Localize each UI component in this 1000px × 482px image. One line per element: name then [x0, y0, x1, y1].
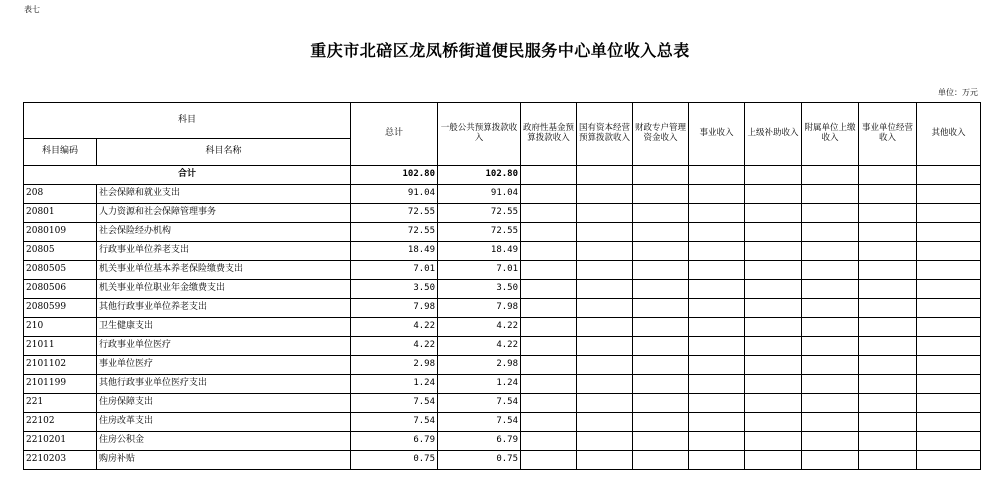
- income-summary-table: [23, 102, 981, 470]
- empty-cell: [917, 337, 981, 356]
- empty-cell: [521, 185, 577, 204]
- empty-cell: [802, 337, 859, 356]
- empty-cell: [521, 261, 577, 280]
- total-cell: 0.75: [351, 451, 438, 470]
- state-capital-header: 国有资本经营预算拨款收入: [577, 103, 633, 166]
- empty-cell: [577, 318, 633, 337]
- subject-code: 2101199: [24, 375, 97, 394]
- empty-cell: [689, 356, 745, 375]
- subject-name: 其他行政事业单位养老支出: [97, 299, 351, 318]
- empty-cell: [859, 280, 917, 299]
- general-budget-cell: 7.01: [438, 261, 521, 280]
- general-budget-cell: 7.54: [438, 413, 521, 432]
- empty-cell: [633, 413, 689, 432]
- empty-cell: [633, 432, 689, 451]
- total-value: 102.80: [351, 166, 438, 185]
- empty-cell: [521, 356, 577, 375]
- empty-cell: [689, 223, 745, 242]
- total-cell: 91.04: [351, 185, 438, 204]
- total-label: 合计: [24, 166, 351, 185]
- empty-cell: [859, 375, 917, 394]
- subject-name: 事业单位医疗: [97, 356, 351, 375]
- empty-cell: [689, 204, 745, 223]
- subject-code: 21011: [24, 337, 97, 356]
- empty-cell: [802, 394, 859, 413]
- subject-name: 住房保障支出: [97, 394, 351, 413]
- code-header: 科目编码: [24, 139, 97, 166]
- subject-name: 机关事业单位职业年金缴费支出: [97, 280, 351, 299]
- table-row: [24, 223, 981, 242]
- empty-cell: [689, 337, 745, 356]
- empty-cell: [689, 413, 745, 432]
- empty-cell: [917, 375, 981, 394]
- empty-cell: [917, 451, 981, 470]
- empty-cell: [633, 394, 689, 413]
- empty-cell: [917, 185, 981, 204]
- empty-cell: [745, 356, 802, 375]
- empty-cell: [633, 242, 689, 261]
- table-row: [24, 356, 981, 375]
- empty-cell: [521, 318, 577, 337]
- subject-name: 购房补贴: [97, 451, 351, 470]
- empty-cell: [521, 432, 577, 451]
- total-cell: 7.98: [351, 299, 438, 318]
- empty-cell: [689, 394, 745, 413]
- subject-code: 208: [24, 185, 97, 204]
- empty-cell: [802, 204, 859, 223]
- subject-code: 2080506: [24, 280, 97, 299]
- empty-cell: [917, 204, 981, 223]
- subject-code: 2080109: [24, 223, 97, 242]
- empty-cell: [633, 356, 689, 375]
- unit-label: 单位：万元: [938, 88, 978, 97]
- subject-code: 20801: [24, 204, 97, 223]
- empty-cell: [802, 375, 859, 394]
- empty-cell: [633, 375, 689, 394]
- empty-cell: [745, 185, 802, 204]
- empty-cell: [917, 280, 981, 299]
- empty-cell: [689, 375, 745, 394]
- total-cell: 1.24: [351, 375, 438, 394]
- empty-cell: [689, 280, 745, 299]
- empty-cell: [917, 394, 981, 413]
- general-budget-cell: 3.50: [438, 280, 521, 299]
- total-cell: 7.54: [351, 394, 438, 413]
- empty-cell: [521, 337, 577, 356]
- fiscal-special-header: 财政专户管理资金收入: [633, 103, 689, 166]
- empty-cell: [577, 375, 633, 394]
- total-cell: 6.79: [351, 432, 438, 451]
- subject-name: 人力资源和社会保障管理事务: [97, 204, 351, 223]
- subject-code: 210: [24, 318, 97, 337]
- total-cell: 2.98: [351, 356, 438, 375]
- empty-cell: [859, 185, 917, 204]
- general-budget-cell: 0.75: [438, 451, 521, 470]
- empty-cell: [917, 432, 981, 451]
- total-cell: 72.55: [351, 223, 438, 242]
- empty-cell: [577, 223, 633, 242]
- empty-cell: [689, 432, 745, 451]
- empty-cell: [859, 356, 917, 375]
- total-general-value: 102.80: [438, 166, 521, 185]
- total-cell: 7.01: [351, 261, 438, 280]
- table-row: [24, 394, 981, 413]
- empty-cell: [859, 299, 917, 318]
- total-cell: 72.55: [351, 204, 438, 223]
- general-budget-cell: 4.22: [438, 337, 521, 356]
- empty-cell: [802, 261, 859, 280]
- empty-cell: [577, 185, 633, 204]
- table-row: [24, 337, 981, 356]
- empty-cell: [802, 356, 859, 375]
- empty-cell: [521, 413, 577, 432]
- empty-cell: [689, 261, 745, 280]
- subject-code: 2210203: [24, 451, 97, 470]
- table-row: [24, 451, 981, 470]
- subject-name: 行政事业单位医疗: [97, 337, 351, 356]
- empty-cell: [859, 223, 917, 242]
- empty-cell: [521, 451, 577, 470]
- empty-cell: [633, 299, 689, 318]
- gov-fund-header: 政府性基金预算拨款收入: [521, 103, 577, 166]
- general-budget-cell: 72.55: [438, 204, 521, 223]
- general-budget-cell: 7.54: [438, 394, 521, 413]
- other-income-header: 其他收入: [917, 103, 981, 166]
- subject-code: 20805: [24, 242, 97, 261]
- affiliated-units-header: 附属单位上缴收入: [802, 103, 859, 166]
- subject-name: 住房公积金: [97, 432, 351, 451]
- empty-cell: [577, 242, 633, 261]
- general-budget-cell: 72.55: [438, 223, 521, 242]
- empty-cell: [521, 280, 577, 299]
- subject-name: 卫生健康支出: [97, 318, 351, 337]
- empty-cell: [577, 356, 633, 375]
- empty-cell: [859, 261, 917, 280]
- empty-cell: [745, 299, 802, 318]
- empty-cell: [633, 261, 689, 280]
- total-cell: 18.49: [351, 242, 438, 261]
- empty-cell: [689, 185, 745, 204]
- general-budget-header: 一般公共预算拨款收入: [438, 103, 521, 166]
- table-number-label: 表七: [24, 5, 40, 14]
- subject-name: 社会保障和就业支出: [97, 185, 351, 204]
- business-ops-header: 事业单位经营收入: [859, 103, 917, 166]
- subject-name: 行政事业单位养老支出: [97, 242, 351, 261]
- empty-cell: [577, 394, 633, 413]
- subject-header: 科目: [24, 103, 351, 139]
- empty-cell: [633, 451, 689, 470]
- empty-cell: [577, 432, 633, 451]
- empty-cell: [859, 318, 917, 337]
- total-cell: 7.54: [351, 413, 438, 432]
- empty-cell: [577, 299, 633, 318]
- empty-cell: [521, 375, 577, 394]
- empty-cell: [802, 223, 859, 242]
- table-row: [24, 280, 981, 299]
- empty-cell: [633, 185, 689, 204]
- empty-cell: [577, 204, 633, 223]
- general-budget-cell: 4.22: [438, 318, 521, 337]
- empty-cell: [802, 242, 859, 261]
- empty-cell: [745, 318, 802, 337]
- empty-cell: [802, 451, 859, 470]
- table-row: [24, 299, 981, 318]
- general-budget-cell: 18.49: [438, 242, 521, 261]
- subject-code: 2080505: [24, 261, 97, 280]
- empty-cell: [689, 451, 745, 470]
- empty-cell: [745, 375, 802, 394]
- empty-cell: [689, 299, 745, 318]
- empty-cell: [689, 242, 745, 261]
- empty-cell: [745, 261, 802, 280]
- empty-cell: [633, 204, 689, 223]
- table-row: [24, 375, 981, 394]
- empty-cell: [745, 337, 802, 356]
- empty-cell: [802, 318, 859, 337]
- empty-cell: [577, 337, 633, 356]
- total-row: [24, 166, 981, 185]
- total-cell: 4.22: [351, 318, 438, 337]
- empty-cell: [577, 280, 633, 299]
- subject-name: 机关事业单位基本养老保险缴费支出: [97, 261, 351, 280]
- empty-cell: [917, 413, 981, 432]
- empty-cell: [802, 432, 859, 451]
- empty-cell: [745, 280, 802, 299]
- empty-cell: [577, 413, 633, 432]
- table-row: [24, 432, 981, 451]
- empty-cell: [633, 280, 689, 299]
- subject-code: 221: [24, 394, 97, 413]
- table-row: [24, 185, 981, 204]
- empty-cell: [633, 318, 689, 337]
- name-header: 科目名称: [97, 139, 351, 166]
- subject-code: 2080599: [24, 299, 97, 318]
- empty-cell: [859, 413, 917, 432]
- empty-cell: [802, 413, 859, 432]
- superior-subsidy-header: 上级补助收入: [745, 103, 802, 166]
- empty-cell: [521, 223, 577, 242]
- subject-code: 2210201: [24, 432, 97, 451]
- empty-cell: [745, 451, 802, 470]
- empty-cell: [917, 242, 981, 261]
- general-budget-cell: 7.98: [438, 299, 521, 318]
- empty-cell: [689, 318, 745, 337]
- empty-cell: [745, 242, 802, 261]
- empty-cell: [577, 451, 633, 470]
- empty-cell: [859, 432, 917, 451]
- business-income-header: 事业收入: [689, 103, 745, 166]
- table-row: [24, 413, 981, 432]
- table-row: [24, 318, 981, 337]
- empty-cell: [802, 299, 859, 318]
- subject-name: 住房改革支出: [97, 413, 351, 432]
- empty-cell: [917, 318, 981, 337]
- empty-cell: [745, 204, 802, 223]
- subject-name: 社会保险经办机构: [97, 223, 351, 242]
- empty-cell: [917, 356, 981, 375]
- empty-cell: [745, 413, 802, 432]
- empty-cell: [917, 223, 981, 242]
- empty-cell: [521, 299, 577, 318]
- empty-cell: [633, 223, 689, 242]
- subject-code: 22102: [24, 413, 97, 432]
- total-cell: 4.22: [351, 337, 438, 356]
- table-row: [24, 242, 981, 261]
- general-budget-cell: 6.79: [438, 432, 521, 451]
- general-budget-cell: 1.24: [438, 375, 521, 394]
- empty-cell: [521, 242, 577, 261]
- empty-cell: [745, 223, 802, 242]
- empty-cell: [521, 394, 577, 413]
- empty-cell: [802, 280, 859, 299]
- total-header: 总计: [351, 103, 438, 166]
- empty-cell: [802, 185, 859, 204]
- empty-cell: [633, 337, 689, 356]
- empty-cell: [577, 261, 633, 280]
- empty-cell: [521, 204, 577, 223]
- subject-code: 2101102: [24, 356, 97, 375]
- general-budget-cell: 91.04: [438, 185, 521, 204]
- empty-cell: [859, 451, 917, 470]
- general-budget-cell: 2.98: [438, 356, 521, 375]
- empty-cell: [859, 204, 917, 223]
- total-cell: 3.50: [351, 280, 438, 299]
- empty-cell: [859, 394, 917, 413]
- table-row: [24, 204, 981, 223]
- page-title: 重庆市北碚区龙凤桥街道便民服务中心单位收入总表: [310, 41, 690, 60]
- empty-cell: [745, 432, 802, 451]
- empty-cell: [745, 394, 802, 413]
- empty-cell: [859, 242, 917, 261]
- subject-name: 其他行政事业单位医疗支出: [97, 375, 351, 394]
- empty-cell: [917, 261, 981, 280]
- table-row: [24, 261, 981, 280]
- empty-cell: [917, 299, 981, 318]
- empty-cell: [859, 337, 917, 356]
